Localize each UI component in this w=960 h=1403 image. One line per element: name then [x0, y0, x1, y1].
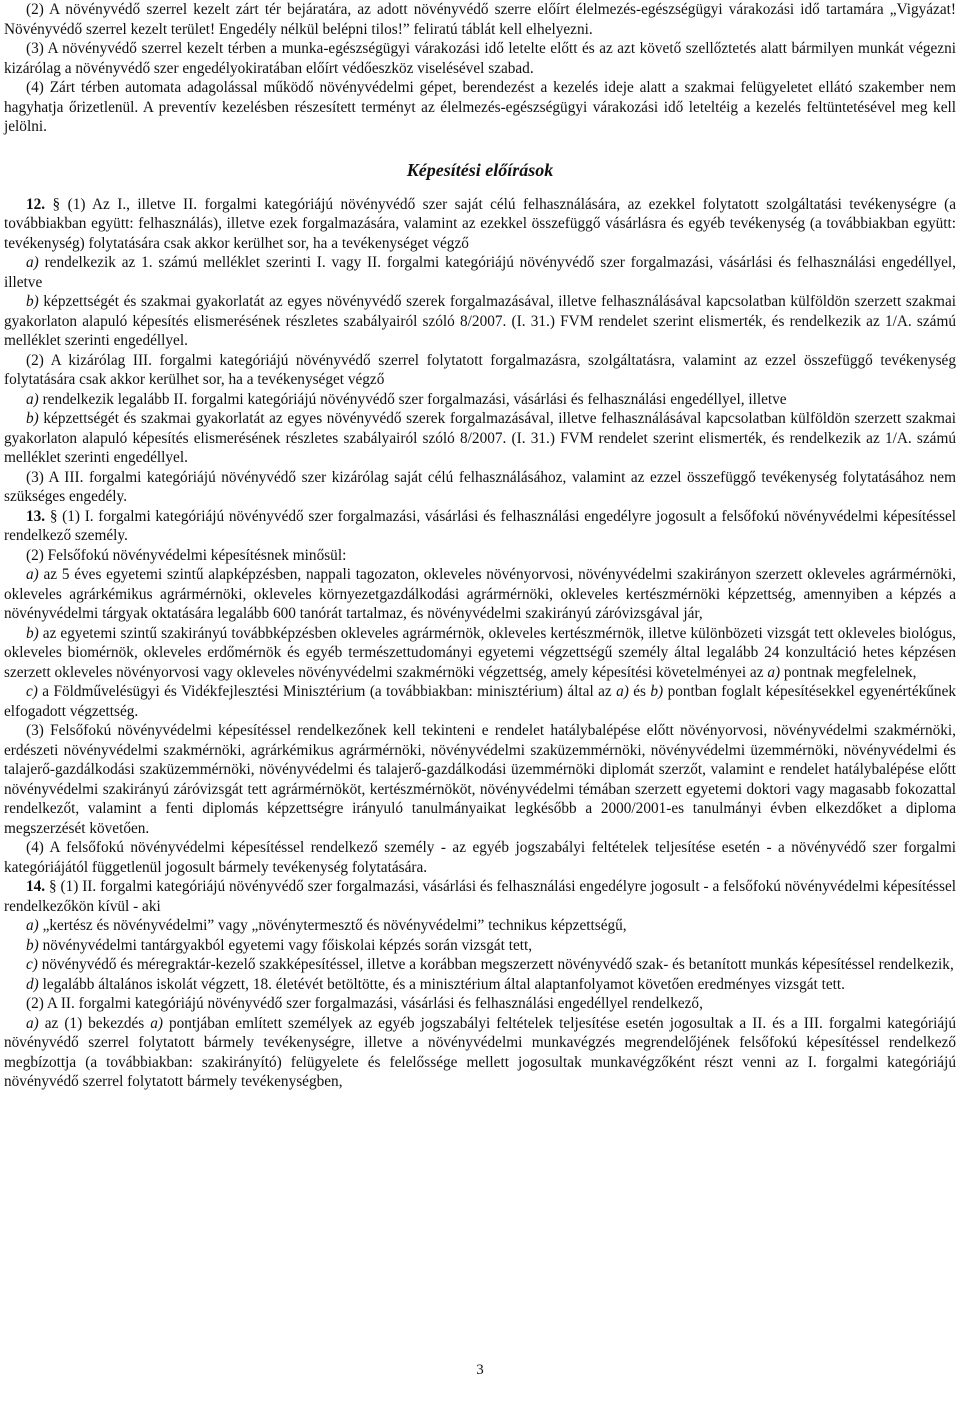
section-13-item-2a — [4, 565, 956, 624]
item-text: az (1) bekezdés — [44, 1014, 145, 1032]
item-label: a) — [26, 566, 39, 583]
item-reference: a) — [767, 663, 781, 681]
item-label: b) — [26, 936, 39, 954]
paragraph-2-signage: (2) A növényvédő szerrel kezelt zárt tér bejáratára, az adott növényvédő szerre előírt élelmezés-egészségügyi várakozási idő tartamára „Vigyázat! Növényvédő szerrel kezelt terület! Engedély nélkül belépni tilos!” feliratú táblát kell elhelyezni. — [4, 1, 956, 38]
item-text: a Földművelésügyi és Vidékfejlesztési Minisztérium (a továbbiakban: minisztérium) által az — [42, 683, 612, 700]
paragraph-4-supervision: (4) Zárt térben automata adagolással működő növényvédelmi gépet, berendezést a kezelés ideje alatt a szakmai felügyeletet ellátó szakember nem hagyhatja őrizetlenül. A preventív kezelésben részesített terményt az élelmezés-egészségügyi várakozási idő leteltéig a kezelés feltüntetésével meg kell jelölni. — [4, 79, 956, 135]
item-reference: b) — [650, 683, 664, 700]
item-text: rendelkezik legalább II. forgalmi kategóriájú növényvédő szer forgalmazási, vásárlási és felhasználási engedéllyel, illetve — [42, 390, 787, 408]
section-13-para-2: (2) Felsőfokú növényvédelmi képesítésnek minősül: — [26, 546, 347, 564]
item-text: pontban foglalt képesítésekkel egyenértékűnek elfogadott végzettség. — [4, 683, 957, 720]
item-text: rendelkezik az 1. számú melléklet szerinti I. vagy II. forgalmi kategóriájú növényvédő szer forgalmazási, vásárlási és felhasználási engedéllyel, illetve — [4, 254, 957, 291]
item-text: növényvédelmi tantárgyakból egyetemi vagy főiskolai képzés során vizsgát tett, — [42, 936, 533, 954]
section-13-para-4: (4) A felsőfokú növényvédelmi képesítéssel rendelkező személy - az egyéb jogszabályi feltételek teljesítése esetén - a növényvédő szer forgalmi kategóriájától függetlenül jogosult bármely tevékenység folytatására. — [4, 839, 956, 876]
item-label: d) — [26, 975, 39, 993]
item-label: a) — [26, 1014, 39, 1032]
section-13-item-2c — [4, 682, 956, 721]
section-14-para-2: (2) A II. forgalmi kategóriájú növényvédő szer forgalmazási, vásárlási és felhasználási engedéllyel rendelkező, — [26, 995, 703, 1012]
section-12-item-1b — [4, 292, 956, 351]
item-reference: a) — [616, 683, 629, 700]
section-13-text-1: § (1) I. forgalmi kategóriájú növényvédő szer forgalmazási, vásárlási és felhasználási engedélyre jogosult a felsőfokú növényvédelmi képesítéssel rendelkező személy. — [4, 507, 957, 544]
item-text: és — [633, 683, 646, 700]
paragraph-3-protective-equipment: (3) A növényvédő szerrel kezelt térben a munka-egészségügyi várakozási idő letelte előtt és az azt követő szellőztetés alatt bármilyen munkát végezni kizárólag a növényvédő szer engedélyokiratában előírt védőeszköz viselésével szabad. — [4, 40, 956, 77]
item-text: képzettségét és szakmai gyakorlatát az egyes növényvédő szerek forgalmazásával, illetve felhasználásával kapcsolatban külföldön szerzett szakmai gyakorlaton alapuló képesítés elismerésének részletes szabályairól szóló 8/2007. (I. 31.) FVM rendelet szerint elismerték, és rendelkezik az 1/A. számú melléklet szerinti engedéllyel. — [4, 410, 956, 466]
section-number-13: 13. — [26, 507, 46, 525]
section-12-para-3: (3) A III. forgalmi kategóriájú növényvédő szer kizárólag saját célú felhasználásához, valamint az ezzel összefüggő tevékenység folytatásához nem szükséges engedély. — [4, 468, 956, 505]
item-text: növényvédő és méregraktár-kezelő szakképesítéssel, illetve a korábban megszerzett növényvédő szak- és betanított munkás képesítéssel rendelkezik, — [41, 956, 954, 973]
section-12-para-2: (2) A kizárólag III. forgalmi kategóriájú növényvédő szerrel folytatott forgalmazásra, szolgáltatásra, valamint az ezzel összefüggő tevékenység folytatására csak akkor kerülhet sor, ha a tevékenységet végző — [4, 351, 956, 388]
item-text: az 5 éves egyetemi szintű alapképzésben, nappali tagozaton, okleveles növényorvosi, növényvédelmi szakirányon szerzett okleveles agrármérnöki, okleveles agrárkémikus agrármérnöki, okleveles környezetgazdálkodási agrármérnöki, okleveles kertészmérnöki képzettség, amennyiben a képzés a növényvédelmi tárgyak oktatására legalább 600 tanórát tartalmaz, és növényvédelmi szakirányú záróvizsgával jár, — [4, 566, 956, 622]
section-number-14: 14. — [26, 878, 46, 895]
item-text: az egyetemi szintű szakirányú továbbképzésben okleveles agrármérnök, okleveles kertészmérnök, illetve különbözeti vizsgát tett okleveles biológus, okleveles biomérnök, okleveles erdőmérnök és egyéb természettudományi egyetemi végzettségű személy által legalább 24 konzultáció hetes képzésen szerzett okleveles növényorvosi vagy okleveles növényvédelmi szakmérnöki végzettség, amely képesítési követelményei az — [4, 624, 956, 681]
item-text: pontnak megfelelnek, — [783, 663, 917, 681]
section-12-item-2b — [4, 409, 956, 468]
section-12-item-1a — [4, 253, 956, 292]
item-label: b) — [26, 410, 39, 427]
section-14-item-1d — [4, 975, 956, 995]
item-label: b) — [26, 293, 39, 310]
section-heading: Képesítési előírások — [406, 159, 554, 180]
section-14-text-1: § (1) II. forgalmi kategóriájú növényvédő szer forgalmazási, vásárlási és felhasználási engedélyre jogosult - a felsőfokú növényvédelmi képesítéssel rendelkezőkön kívül - aki — [4, 878, 956, 915]
item-label: a) — [26, 254, 39, 271]
item-label: c) — [26, 683, 38, 700]
section-14-item-2a — [4, 1014, 956, 1092]
section-12-text-1: § (1) Az I., illetve II. forgalmi kategóriájú növényvédő szer saját célú felhasználására, az ezekkel folytatott szolgáltatási tevékenységre (a továbbiakban együtt: felhasználás), illetve ezek forgalmazására, valamint az ezekkel összefüggő vásárlásra és egyéb tevékenység (a továbbiakban együtt: tevékenység) folytatására csak akkor kerülhet sor, ha a tevékenységet végző — [4, 195, 957, 252]
section-13-para-1 — [4, 507, 956, 546]
item-label: a) — [26, 917, 39, 934]
item-label: c) — [26, 956, 38, 973]
section-14-item-1a — [4, 916, 956, 936]
section-14-item-1c — [4, 955, 956, 975]
item-text: legalább általános iskolát végzett, 18. életévét betöltötte, és a minisztérium által alaptanfolyamot követően eredményes vizsgát tett. — [42, 975, 845, 993]
section-13-item-2b — [4, 624, 956, 683]
page-number: 3 — [476, 1362, 484, 1378]
item-text: „kertész és növényvédelmi” vagy „növénytermesztő és növényvédelmi” technikus képzettségű, — [42, 917, 627, 934]
section-14-para-1 — [4, 877, 956, 916]
section-14-item-1b — [4, 936, 956, 956]
section-12-item-2a — [4, 390, 956, 410]
item-label: b) — [26, 624, 39, 642]
item-text: képzettségét és szakmai gyakorlatát az egyes növényvédő szerek forgalmazásával, illetve felhasználásával kapcsolatban külföldön szerzett szakmai gyakorlaton alapuló képesítés elismerésének részletes szabályairól szóló 8/2007. (I. 31.) FVM rendelet szerint elismerték, és rendelkezik az 1/A. számú melléklet szerinti engedéllyel. — [4, 293, 956, 349]
item-label: a) — [26, 390, 39, 408]
document-body — [4, 0, 956, 1092]
section-number-12: 12. — [26, 195, 46, 213]
section-13-para-3: (3) Felsőfokú növényvédelmi képesítéssel rendelkezőnek kell tekinteni e rendelet hatálybalépése előtt növényorvosi, növényvédelmi szakmérnöki, erdészeti növényvédelmi szakmérnöki, agrárkémikus agrármérnöki, növényvédelmi szaküzemmérnöki, növényvédelmi üzemmérnöki, növényvédelmi és talajerő-gazdálkodási szaküzemmérnöki, növényvédelmi és talajerő-gazdálkodási üzemmérnöki diplomát szerzőt, valamint e rendelet hatálybalépése előtt növényvédelmi szakirányú záróvizsgát tett agrármérnököt, kertészmérnököt, növényvédelmi témában szerzett egyetemi doktori vagy magasabb fokozattal rendelkezőt, valamint a fenti diplomás képzettségre irányuló tanulmányaikat legkésőbb a 2000/2001-es tanulmányi évben elkezdőket a diploma megszerzését követően. — [4, 722, 956, 837]
section-12-para-1 — [4, 195, 956, 254]
item-text: pontjában említett személyek az egyéb jogszabályi feltételek teljesítése esetén jogosultak a II. és a III. forgalmi kategóriájú növényvédő szerrel folytatott bármely tevékenységre, illetve a növényvédelmi munkavégzés megrendelőjének felsőfokú képesítéssel rendelkező megbízottja (a továbbiakban: szakirányító) felügyelete és felelőssége mellett jogosultak munkavégzőként részt venni az I. forgalmi kategóriájú növényvédő szerrel folytatott bármely tevékenységben, — [4, 1014, 957, 1090]
item-reference: a) — [150, 1014, 163, 1032]
